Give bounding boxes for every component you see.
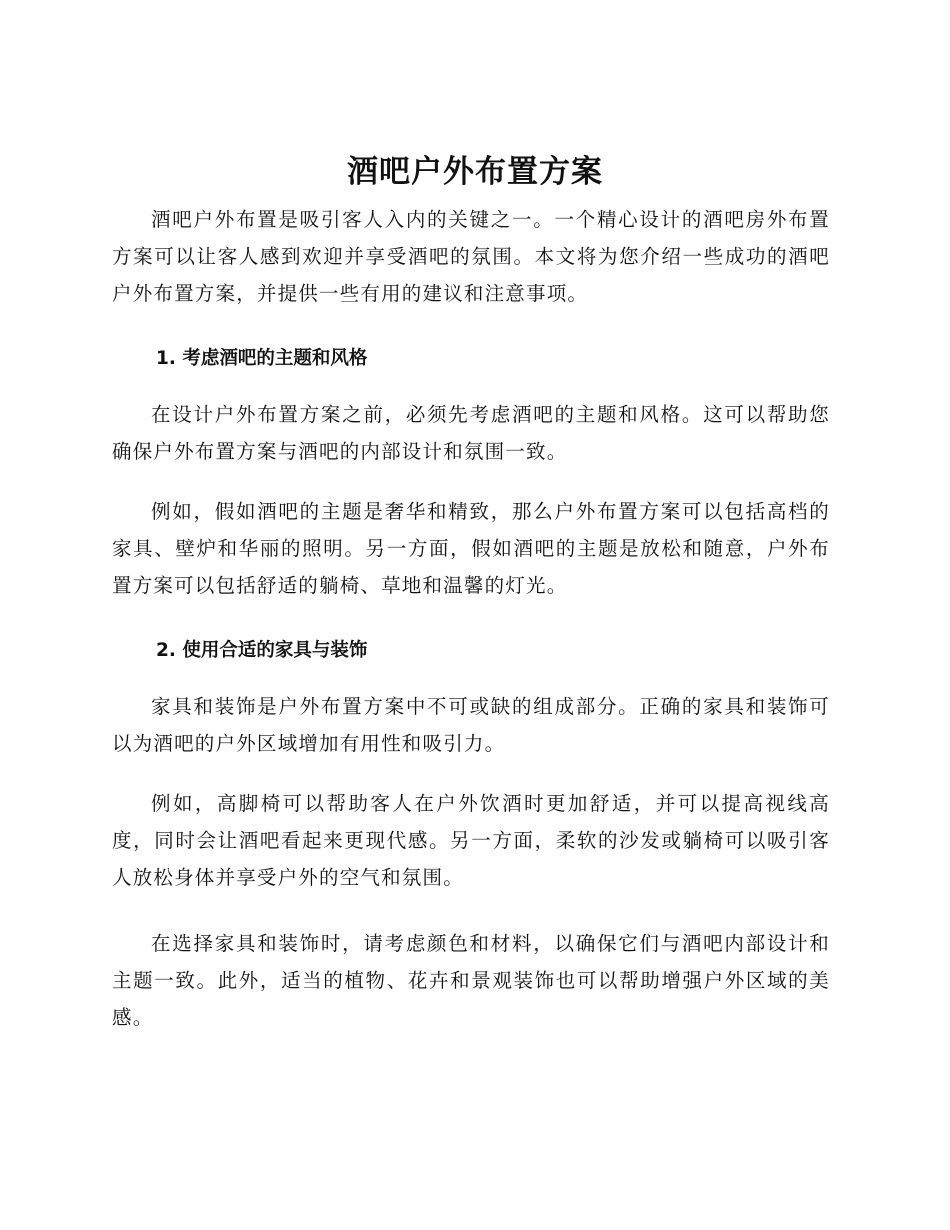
section-1-paragraph-2: 例如，假如酒吧的主题是奢华和精致，那么户外布置方案可以包括高档的家具、壁炉和华丽的照明。另一方面，假如酒吧的主题是放松和随意，户外布置方案可以包括舒适的躺椅、草地和温馨的灯光。 [112,500,830,597]
section-1-paragraph-1: 在设计户外布置方案之前，必须先考虑酒吧的主题和风格。这可以帮助您确保户外布置方案与酒吧的内部设计和氛围一致。 [112,403,830,463]
section-2-paragraph-2: 例如，高脚椅可以帮助客人在户外饮酒时更加舒适，并可以提高视线高度，同时会让酒吧看起来更现代感。另一方面，柔软的沙发或躺椅可以吸引客人放松身体并享受户外的空气和氛围。 [112,792,830,889]
section-heading-1: 1. 考虑酒吧的主题和风格 [156,348,368,369]
section-heading-2: 2. 使用合适的家具与装饰 [156,640,368,661]
document-title: 酒吧户外布置方案 [347,154,603,190]
section-2-paragraph-3: 在选择家具和装饰时，请考虑颜色和材料，以确保它们与酒吧内部设计和主题一致。此外，适当的植物、花卉和景观装饰也可以帮助增强户外区域的美感。 [112,932,830,1029]
intro-paragraph: 酒吧户外布置是吸引客人入内的关键之一。一个精心设计的酒吧房外布置方案可以让客人感到欢迎并享受酒吧的氛围。本文将为您介绍一些成功的酒吧户外布置方案，并提供一些有用的建议和注意事项。 [112,208,830,305]
section-2-paragraph-1: 家具和装饰是户外布置方案中不可或缺的组成部分。正确的家具和装饰可以为酒吧的户外区域增加有用性和吸引力。 [112,695,830,755]
